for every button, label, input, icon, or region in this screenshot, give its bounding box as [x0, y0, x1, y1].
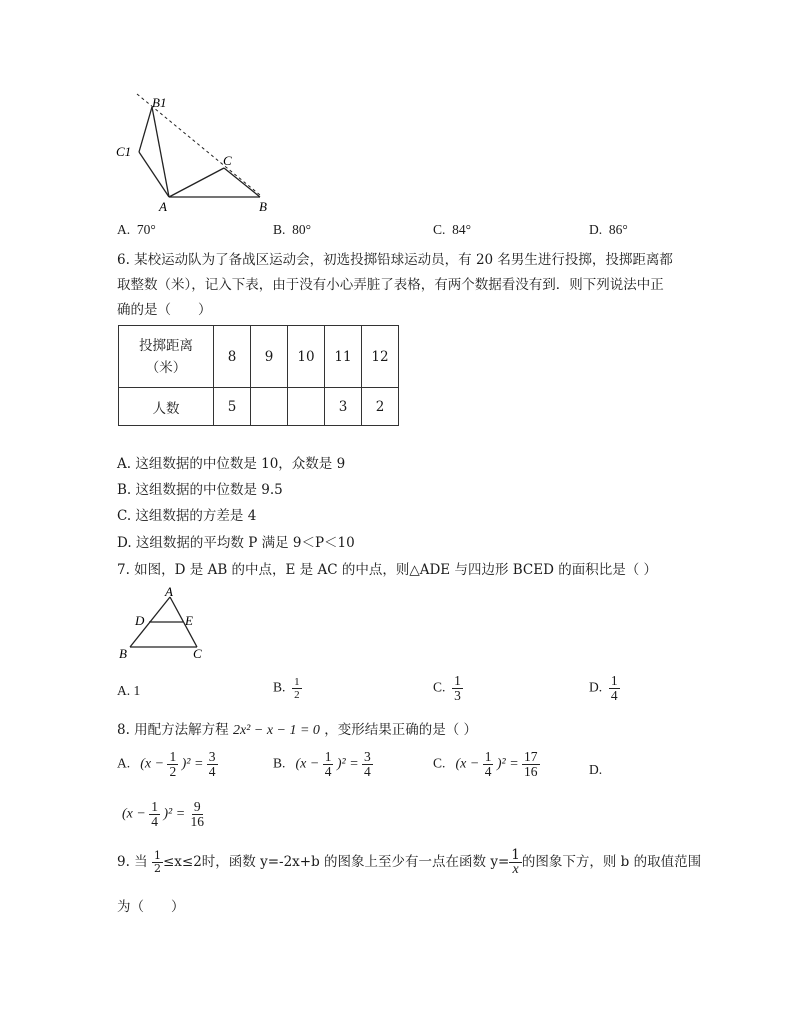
q8-stem: 8. 用配方法解方程 2x² − x − 1 = 0 ，变形结果正确的是（ ）: [117, 722, 478, 738]
fig5-segment-c-b: [224, 168, 260, 197]
fig5-label-b: B: [259, 199, 267, 214]
q5-option-a[interactable]: A. 70°: [117, 222, 156, 237]
fig5-segment-b1-c1: [139, 107, 152, 152]
q6-option-b[interactable]: B. 这组数据的中位数是 9.5: [117, 482, 283, 498]
fraction: $\frac{3}{4}$: [364, 749, 371, 779]
q5-option-c[interactable]: C. 84°: [433, 222, 472, 237]
table-cell: [288, 388, 325, 426]
q7-option-a[interactable]: A. 1: [117, 683, 141, 698]
q7-stem: 7. 如图，D 是 AB 的中点，E 是 AC 的中点，则△ADE 与四边形 BCED 的面积比是（ ）: [117, 562, 657, 578]
table-cell: 8: [214, 326, 251, 388]
q5-option-b[interactable]: B. 80°: [273, 222, 312, 237]
table-cell: 10: [288, 326, 325, 388]
fraction: $\frac{1}{4}$: [484, 749, 492, 779]
q6-stem-line-2: 取整数（米），记入下表，由于没有小心弄脏了表格，有两个数据看没有到．则下列说法中正: [117, 277, 664, 293]
table-cell: 9: [251, 326, 288, 388]
q5-option-d[interactable]: D. 86°: [589, 222, 628, 237]
table-cell: 12: [362, 326, 399, 388]
fig7-label-e: E: [185, 613, 193, 628]
fraction: $\frac{1}{2}$: [169, 749, 177, 779]
table-header-distance: 投掷距离 （米）: [119, 326, 214, 388]
table-row: [119, 388, 399, 426]
fig5-label-c: C: [223, 153, 232, 168]
fig7-label-a: A: [165, 585, 173, 599]
fraction: $\frac{1}{4}$: [610, 673, 618, 703]
q6-option-c[interactable]: C. 这组数据的方差是 4: [117, 508, 257, 524]
fig7-label-c: C: [193, 646, 202, 661]
fraction: $\frac{17}{16}$: [524, 749, 538, 779]
q7-option-c[interactable]: C. $\frac{1}{3}$: [433, 673, 461, 703]
q6-option-a[interactable]: A. 这组数据的中位数是 10，众数是 9: [117, 456, 346, 472]
fraction: $\frac{1}{2}$: [153, 849, 161, 875]
fraction: $\frac{9}{16}$: [190, 799, 205, 829]
table-header-count: 人数: [119, 388, 214, 426]
table-cell: 2: [362, 388, 399, 426]
table-cell: [251, 388, 288, 426]
fig5-label-c1: C1: [116, 144, 132, 159]
fraction: $\frac{1}{2}$: [294, 676, 300, 701]
q6-option-d[interactable]: D. 这组数据的平均数 P 满足 9＜P＜10: [117, 535, 355, 551]
q6-distance-table: [118, 325, 399, 426]
fraction: $\frac{1}{x}$: [511, 847, 520, 877]
fraction: $\frac{1}{4}$: [324, 749, 332, 779]
q5-figure: [112, 90, 282, 215]
table-cell: 3: [325, 388, 362, 426]
fraction: $\frac{1}{3}$: [454, 673, 461, 703]
q8-option-c[interactable]: C. (x − $\frac{1}{4}$ )² = $\frac{17}{16}$: [433, 749, 538, 779]
q7-option-b[interactable]: B. $\frac{1}{2}$: [273, 676, 300, 701]
fraction: $\frac{1}{4}$: [151, 799, 158, 829]
table-cell: 5: [214, 388, 251, 426]
q8-option-d[interactable]: (x − $\frac{1}{4}$ )² = $\frac{9}{16}$: [122, 799, 205, 829]
fig5-label-a: A: [159, 199, 167, 214]
q6-stem-line-3: 确的是（ ）: [117, 302, 212, 318]
fraction: $\frac{3}{4}$: [208, 749, 216, 779]
fig7-label-d: D: [135, 613, 145, 628]
table-row: [119, 326, 399, 388]
q6-stem-line-1: 6. 某校运动队为了备战区运动会，初选投掷铅球运动员，有 20 名男生进行投掷，投掷距离都: [117, 252, 673, 268]
fig5-label-b1: B1: [152, 95, 167, 110]
fig5-segment-a-c: [169, 168, 224, 197]
q7-figure: [115, 585, 215, 665]
q9-stem: 9. 当 $\frac{1}{2}$ ≤x≤2时，函数 y=-2x+b 的图象上至少有一点在函数 y= $\frac{1}{x}$ 的图象下方，则 b 的取值范围: [117, 847, 702, 877]
q8-option-a[interactable]: A. (x − $\frac{1}{2}$ )² = $\frac{3}{4}$: [117, 749, 216, 779]
q8-option-b[interactable]: B. (x − $\frac{1}{4}$ )² = $\frac{3}{4}$: [273, 749, 371, 779]
q8-equation: 2x² − x − 1 = 0: [232, 723, 320, 738]
q8-option-d-label[interactable]: D.: [589, 762, 603, 777]
q7-option-d[interactable]: D. $\frac{1}{4}$: [589, 673, 618, 703]
fig7-label-b: B: [119, 646, 127, 661]
q9-stem-line-2: 为（ ）: [117, 899, 185, 915]
table-cell: 11: [325, 326, 362, 388]
